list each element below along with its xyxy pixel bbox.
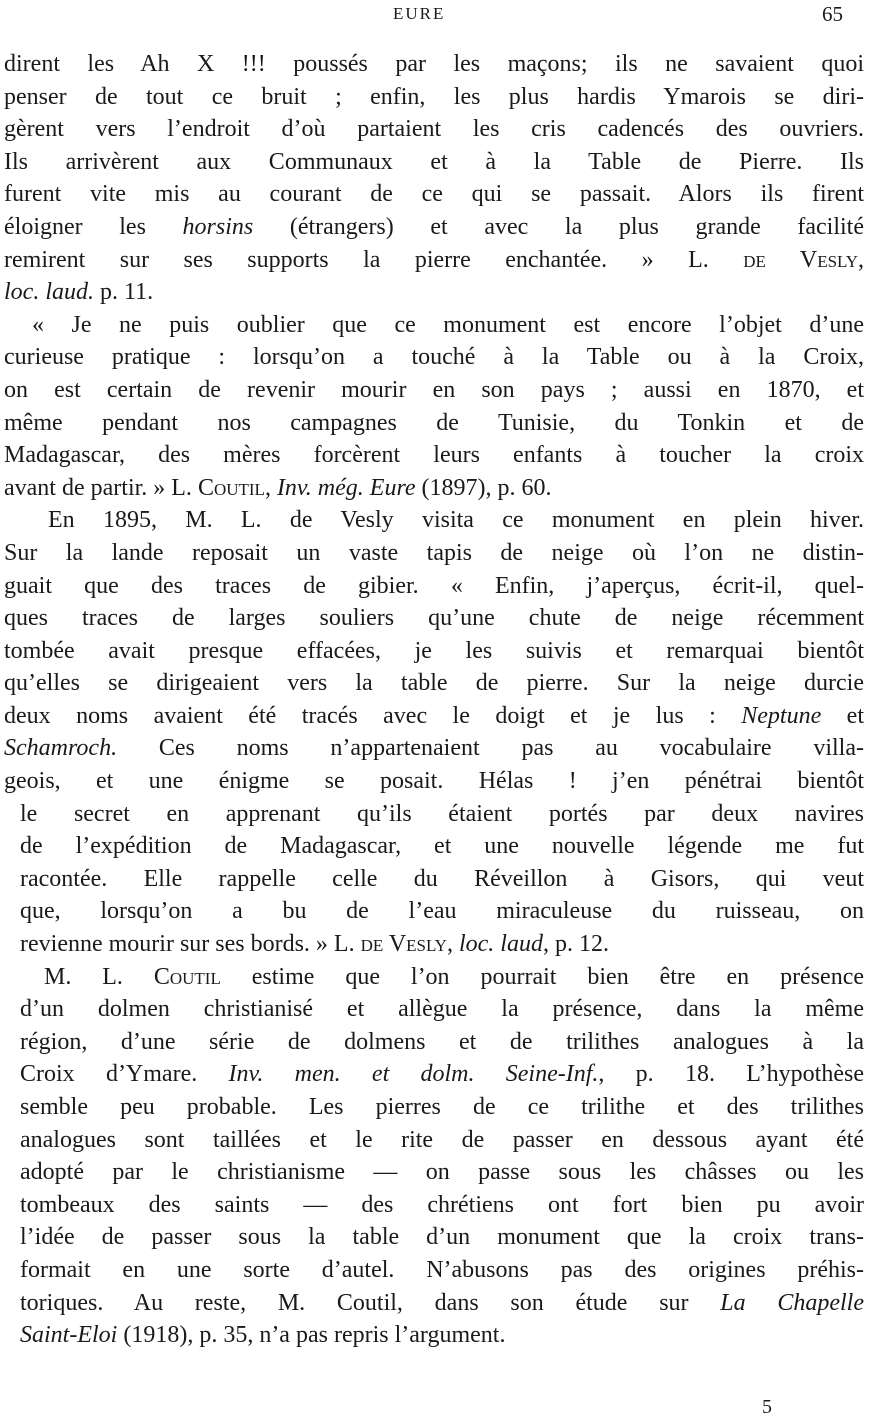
text-line [4, 1156, 864, 1189]
text-line [4, 635, 864, 668]
italic-span: Schamroch. [4, 735, 118, 762]
text-line [4, 407, 864, 440]
text-line [4, 1287, 864, 1320]
text-line [4, 1254, 864, 1287]
text-span: deux noms avaient été tracés avec le doigt et je lus : [4, 702, 742, 729]
text-span: remirent sur ses supports la pierre enchantée. » L. [4, 246, 744, 273]
text-span: et [821, 702, 865, 729]
text-line [4, 798, 864, 831]
text-line [4, 211, 864, 244]
text-span: , [446, 931, 459, 958]
text-span: qu’elles se dirigeaient vers la table de pierre. Sur la neige durcie [4, 670, 864, 697]
text-span: semble peu probable. Les pierres de ce trilithe et des trilithes [20, 1094, 864, 1120]
text-span: , p. 18. L’hypothèse [598, 1061, 864, 1088]
text-span: p. 11. [94, 279, 154, 306]
text-span: tombée avait presque effacées, je les suivis et remarquai bientôt [4, 637, 864, 664]
text-line [4, 439, 864, 472]
italic-span: loc. laud. [4, 279, 94, 306]
text-span: revienne mourir sur ses bords. » L. [20, 931, 361, 958]
text-line [4, 765, 864, 798]
text-line [4, 1221, 864, 1254]
text-span: région, d’une série de dolmens et de trilithes analogues à la [20, 1028, 864, 1055]
italic-span: Saint-Eloi [20, 1322, 118, 1349]
text-span: gèrent vers l’endroit d’où partaient les cris cadencés des ouvriers. [4, 116, 864, 143]
italic-span: Inv. még. Eure [276, 474, 416, 501]
text-span: ques traces de larges souliers qu’une chute de neige récemment [4, 605, 864, 632]
text-span: que, lorsqu’on a bu de l’eau miraculeuse du ruisseau, on [20, 898, 864, 925]
text-span: En 1895, M. L. de Vesly visita ce monument en plein hiver. [48, 507, 864, 534]
text-line [4, 48, 864, 81]
text-line [4, 113, 864, 146]
text-span: d’un dolmen christianisé et allègue la présence, dans la même [20, 996, 864, 1023]
text-line [4, 1124, 864, 1157]
text-line [4, 244, 864, 277]
text-line [4, 928, 864, 961]
text-span: avant de partir. » L. [4, 474, 198, 501]
text-line [4, 178, 864, 211]
text-line [4, 830, 864, 863]
italic-span: Inv. men. et dolm. Seine-Inf. [228, 1061, 599, 1088]
text-span: Croix d’Ymare. [20, 1061, 229, 1088]
page-number: 65 [822, 2, 843, 26]
text-line [4, 961, 864, 994]
text-span: , p. 12. [542, 931, 609, 958]
text-span: geois, et une énigme se posait. Hélas ! j’en pénétrai bientôt [4, 768, 864, 795]
text-span: guait que des traces de gibier. « Enfin, j’aperçus, écrit-il, quel- [4, 572, 864, 599]
small-caps-span: Coutil [153, 963, 221, 990]
text-span: dirent les Ah X !!! poussés par les maçons; ils ne savaient quoi [4, 51, 864, 77]
text-line [4, 81, 864, 114]
small-caps-span: de Vesly [743, 246, 858, 273]
italic-span: loc. laud [458, 931, 543, 958]
text-line [4, 309, 864, 342]
text-span: estime que l’on pourrait bien être en présence [220, 963, 865, 990]
text-span: , [264, 474, 277, 501]
text-line [4, 1058, 864, 1091]
text-span: l’idée de passer sous la table d’un monument que la croix trans- [20, 1224, 864, 1251]
running-head [0, 2, 869, 28]
text-span: furent vite mis au courant de ce qui se passait. Alors ils firent [4, 181, 864, 208]
italic-span: Neptune [741, 702, 822, 729]
text-line [4, 374, 864, 407]
text-line [4, 570, 864, 603]
text-line [4, 700, 864, 733]
text-span: Ils arrivèrent aux Communaux et à la Table de Pierre. Ils [4, 148, 864, 175]
text-span: toriques. Au reste, M. Coutil, dans son étude sur [20, 1289, 721, 1316]
text-span: (1897), p. 60. [415, 474, 552, 501]
text-line [4, 1091, 864, 1124]
text-span: tombeaux des saints — des chrétiens ont fort bien pu avoir [20, 1191, 864, 1218]
text-span: curieuse pratique : lorsqu’on a touché à la Table ou à la Croix, [4, 344, 864, 371]
text-line [4, 602, 864, 635]
text-span: même pendant nos campagnes de Tunisie, du Tonkin et de [4, 409, 864, 436]
text-span: analogues sont taillées et le rite de passer en dessous ayant été [20, 1126, 864, 1153]
text-span: Madagascar, des mères forcèrent leurs enfants à toucher la croix [4, 442, 864, 469]
text-line [4, 993, 864, 1026]
text-line [4, 276, 864, 309]
text-span: racontée. Elle rappelle celle du Réveillon à Gisors, qui veut [20, 865, 864, 892]
text-line [4, 146, 864, 179]
text-span: formait en une sorte d’autel. N’abusons pas des origines préhis- [20, 1256, 864, 1283]
text-span: adopté par le christianisme — on passe sous les châsses ou les [20, 1159, 864, 1186]
text-span: le secret en apprenant qu’ils étaient portés par deux navires [20, 800, 864, 827]
text-span: éloigner les [4, 213, 183, 240]
text-line [4, 472, 864, 505]
text-line [4, 537, 864, 570]
text-span: M. L. [44, 963, 154, 990]
italic-span: La Chapelle [720, 1289, 864, 1316]
italic-span: horsins [182, 213, 254, 240]
text-span: (1918), p. 35, n’a pas repris l’argument. [117, 1322, 506, 1349]
text-span: « Je ne puis oublier que ce monument est encore l’objet d’une [32, 311, 864, 338]
text-span: penser de tout ce bruit ; enfin, les plus hardis Ymarois se diri- [4, 83, 864, 110]
small-caps-span: Coutil [197, 474, 265, 501]
text-line [4, 895, 864, 928]
running-title: EURE [393, 4, 446, 23]
text-span: (étrangers) et avec la plus grande facilité [253, 213, 864, 240]
signature-mark: 5 [762, 1396, 772, 1418]
text-line [4, 1319, 864, 1352]
text-line [4, 341, 864, 374]
text-line [4, 1189, 864, 1222]
text-line [4, 732, 864, 765]
text-line [4, 504, 864, 537]
text-span: de l’expédition de Madagascar, et une nouvelle légende me fut [20, 833, 864, 860]
text-span: Ces noms n’appartenaient pas au vocabulaire villa- [117, 735, 864, 762]
text-line [4, 667, 864, 700]
text-span: Sur la lande reposait un vaste tapis de neige où l’on ne distin- [4, 539, 864, 566]
text-span: , [858, 246, 864, 273]
text-line [4, 1026, 864, 1059]
body-text [4, 48, 864, 1352]
small-caps-span: de Vesly [360, 931, 447, 958]
text-span: on est certain de revenir mourir en son pays ; aussi en 1870, et [4, 376, 864, 403]
text-line [4, 863, 864, 896]
